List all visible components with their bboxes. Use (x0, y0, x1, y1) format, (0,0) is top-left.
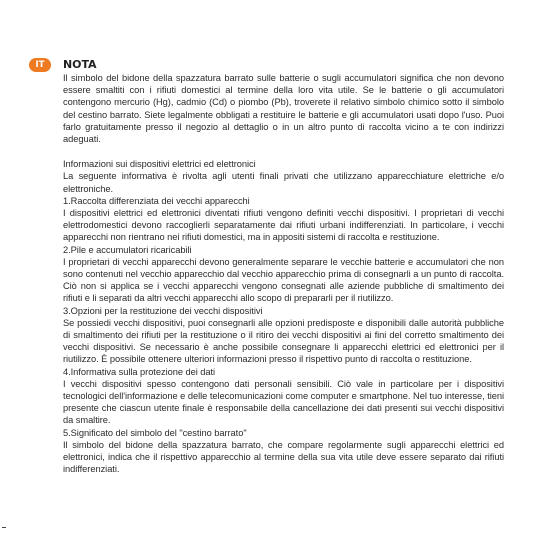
intro-paragraph: Il simbolo del bidone della spazzatura barrato sulle batterie o sugli accumulatori significa che non devono essere smaltiti con i rifiuti domestici al termine della loro vita utile. Se le batterie o gli accumulatori contengono mercurio (Hg), cadmio (Cd) o piombo (Pb), troverete il relativo simbolo chimico sotto il simbolo del cestino barrato. Siete legalmente obbligati a restituire le batterie e gli accumulatori usati dopo l'uso. Puoi farlo gratuitamente presso il negozio al dettaglio o in un altro punto di raccolta vicino a te con indirizzi adeguati. (63, 73, 504, 145)
document-body (63, 58, 504, 476)
section-5-body: Il simbolo del bidone della spazzatura barrato, che compare regolarmente sugli apparecchi elettrici ed elettronici, indica che il rispettivo apparecchio al termine della sua vita utile deve essere separato dai rifiuti indifferenziati. (63, 439, 504, 475)
section-3-heading: 3.Opzioni per la restituzione dei vecchi dispositivi (63, 305, 263, 316)
section-2-body: I proprietari di vecchi apparecchi devono generalmente separare le vecchie batterie e accumulatori che non sono contenuti nel vecchio apparecchio dal vecchio apparecchio prima di consegnarli a un punto di raccolta. Ciò non si applica se i vecchi apparecchi vengono consegnati alle aziende pubbliche di smaltimento dei rifiuti e li separati da altri vecchi apparecchi allo scopo di prepararli per il riutilizzo. (63, 256, 504, 304)
section-4-heading: 4.Informativa sulla protezione dei dati (63, 366, 216, 377)
language-badge: IT (29, 58, 51, 72)
section-1-body: I dispositivi elettrici ed elettronici diventati rifiuti vengono definiti vecchi dispositivi. I proprietari di vecchi elettrodomestici devono raccoglierli separatamente dai rifiuti urbani indifferenziati. In particolare, i vecchi apparecchi non rientrano nei rifiuti domestici, ma in appositi sistemi di raccolta e restituzione. (63, 208, 504, 243)
corner-mark (2, 527, 6, 528)
section-3-body: Se possiedi vecchi dispositivi, puoi consegnarli alle opzioni predisposte e disponibili dalle autorità pubbliche di smaltimento dei rifiuti per la restituzione o il ritiro dei vecchi dispositivi ai fini del corretto smaltimento dei vecchi dispositivi. Se necessario è anche possibile consegnare li apparecchi elettrici ed elettronici per il riutilizzo. È possibile ottenere ulteriori informazioni presso il rispettivo punto di raccolta o restituzione. (63, 317, 504, 365)
info-heading: Informazioni sui dispositivi elettrici ed elettronici (63, 159, 256, 170)
paragraph-gap (63, 145, 504, 158)
section-2-heading: 2.Pile e accumulatori ricaricabili (63, 244, 192, 255)
section-5-heading: 5.Significato del simbolo del "cestino barrato" (63, 427, 247, 438)
info-intro: La seguente informativa è rivolta agli utenti finali privati che utilizzano apparecchiature elettriche e/o elettroniche. (63, 171, 504, 194)
section-4-body: I vecchi dispositivi spesso contengono dati personali sensibili. Ciò vale in particolare per i dispositivi tecnologici dell'informazione e delle telecomunicazioni come computer e smartphone. Nel tuo interesse, tieni presente che ciascun utente finale è responsabile della cancellazione dei dati presenti sui vecchi dispositivi da smaltire. (63, 378, 504, 426)
section-1-heading: 1.Raccolta differenziata dei vecchi apparecchi (63, 195, 250, 206)
note-title: NOTA (63, 58, 97, 71)
